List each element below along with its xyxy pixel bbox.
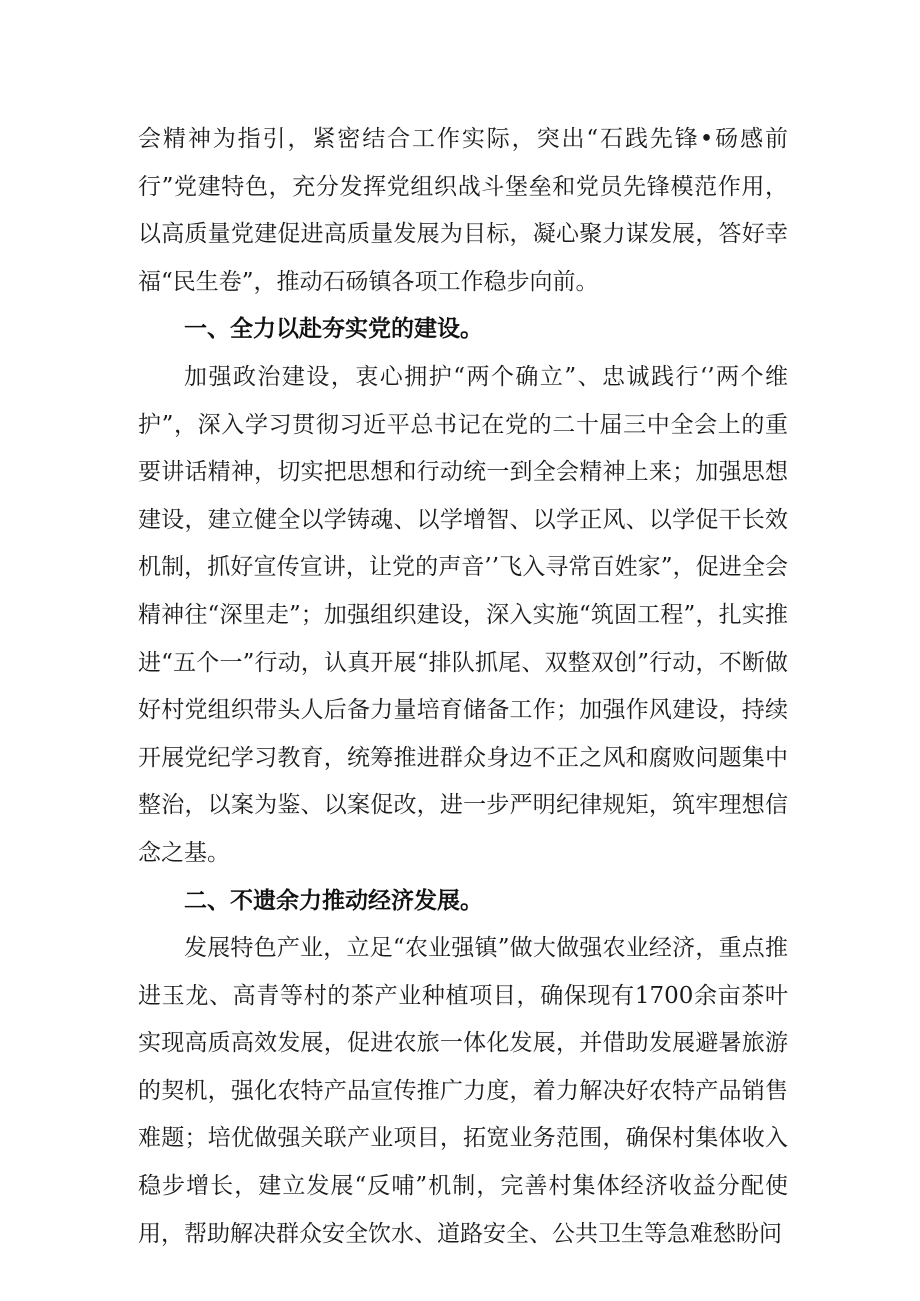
economic-development-paragraph: 发展特色产业，立足“农业强镇”做大做强农业经济，重点推进玉龙、高青等村的茶产业种植项目，确保现有1700余亩茶叶实现高质高效发展，促进农旅一体化发展，并借助发展避暑旅游的契机，强化农特产品宣传推广力度，着力解决好农特产品销售难题；培优做强关联产业项目，拓宽业务范围，确保村集体收入稳步增长，建立发展“反哺”机制，完善村集体经济收益分配使用，帮助解决群众安全饮水、道路安全、公共卫生等急难愁盼问 bbox=[138, 935, 788, 1247]
document-body bbox=[138, 116, 788, 1258]
party-building-paragraph: 加强政治建设，衷心拥护“两个确立”、忠诚践行‘’两个维护”，深入学习贯彻习近平总书记在党的二十届三中全会上的重要讲话精神，切实把思想和行动统一到全会精神上来；加强思想建设，建立健全以学铸魂、以学增智、以学正风、以学促干长效机制，抓好宣传宣讲，让党的声音’’飞入寻常百姓家”，促进全会精神往“深里走”；加强组织建设，深入实施“筑固工程”，扎实推进“五个一”行动，认真开展“排队抓尾、双整双创”行动，不断做好村党组织带头人后备力量培育储备工作；加强作风建设，持续开展党纪学习教育，统筹推进群众身边不正之风和腐败问题集中整治，以案为鉴、以案促改，进一步严明纪律规矩，筑牢理想信念之基。 bbox=[138, 363, 788, 866]
section-heading-economic-development: 二、不遗余力推动经济发展。 bbox=[184, 887, 483, 914]
section-heading-party-building: 一、全力以赴夯实党的建设。 bbox=[184, 316, 483, 343]
intro-paragraph: 会精神为指引，紧密结合工作实际，突出“石践先锋•砀感前行”党建特色，充分发挥党组织战斗堡垒和党员先锋模范作用，以高质量党建促进高质量发展为目标，凝心聚力谋发展，答好幸福“民生卷”，推动石砀镇各项工作稳步向前。 bbox=[138, 126, 788, 295]
